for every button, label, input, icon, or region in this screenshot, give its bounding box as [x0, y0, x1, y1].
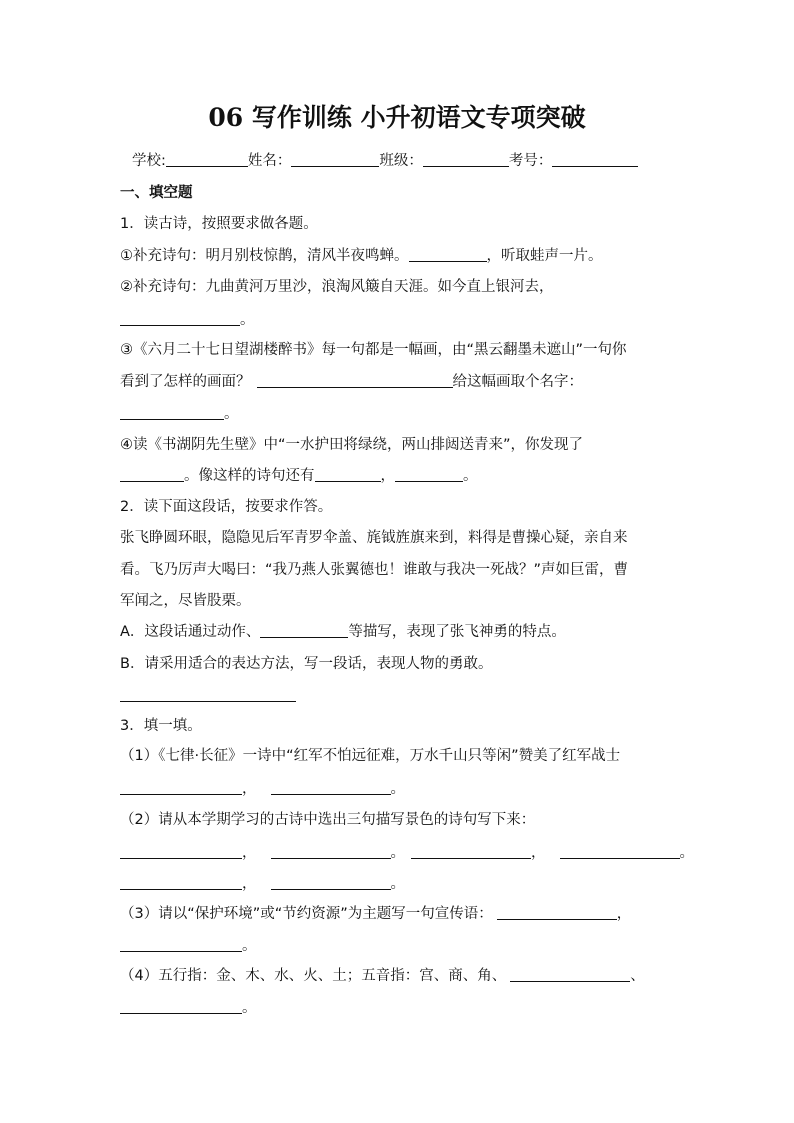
q1-stem: 1．读古诗，按照要求做各题。	[120, 216, 318, 232]
q2-b-answer	[120, 686, 296, 706]
q3-stem: 3．填一填。	[120, 718, 202, 734]
q3-s4-end: 。	[242, 1000, 257, 1016]
q3-s2-answer-line-2	[120, 874, 405, 894]
q3-s1-blank-2[interactable]	[271, 779, 391, 795]
q3-s2-blank-5[interactable]	[120, 874, 242, 890]
q2-passage-line-2: 看。飞乃厉声大喝曰：“我乃燕人张翼德也！谁敢与我决一死战？”声如巨雷，曹	[120, 562, 629, 578]
q3-s3-end: 。	[242, 938, 257, 954]
name-label: 姓名：	[247, 153, 292, 169]
q1-d-mid: 。像这样的诗句还有	[184, 468, 315, 484]
q1-a-text-end: ，听取蛙声一片。	[486, 248, 603, 264]
q1-c-blank-name[interactable]	[120, 404, 224, 420]
q2-a-blank[interactable]	[260, 622, 348, 638]
q1-c-end: 。	[224, 406, 239, 422]
section-heading: 一、填空题	[120, 185, 193, 201]
q3-s2-comma-2: ，	[531, 845, 546, 861]
q3-s1-comma: ，	[242, 781, 257, 797]
q3-s4-sep: 、	[630, 968, 645, 984]
q3-s1: （1）《七律·长征》一诗中“红军不怕远征难，万水千山只等闲”赞美了红军战士	[120, 748, 621, 764]
student-info-line	[132, 151, 638, 171]
q3-s3	[120, 904, 631, 924]
q1-d-blank-3[interactable]	[395, 466, 463, 482]
q1-a-blank[interactable]	[409, 246, 487, 262]
q1-c: ③《六月二十七日望湖楼醉书》每一句都是一幅画，由“黑云翻墨未遮山”一句你	[120, 342, 627, 358]
q3-s4	[120, 966, 645, 986]
q1-a	[120, 246, 603, 266]
q3-s2-period-2: 。	[679, 845, 694, 861]
q3-s2-blank-4[interactable]	[560, 843, 680, 859]
q1-d-line2	[120, 466, 478, 486]
q3-s1-answer	[120, 779, 405, 799]
q2-a	[120, 622, 566, 642]
q1-b-end: 。	[240, 312, 255, 328]
q1-b: ②补充诗句：九曲黄河万里沙，浪淘风簸自天涯。如今直上银河去，	[120, 279, 554, 295]
q3-s2-blank-3[interactable]	[411, 843, 531, 859]
q3-s2-period-1: 。	[390, 845, 405, 861]
school-label: 学校:	[132, 153, 166, 169]
q1-d-end: 。	[463, 468, 478, 484]
q3-s2-comma-1: ，	[242, 845, 257, 861]
number-label: 考号：	[508, 153, 553, 169]
q1-a-text: ①补充诗句：明月别枝惊鹊，清风半夜鸣蝉。	[120, 248, 409, 264]
q3-s4-blank-2[interactable]	[120, 998, 242, 1014]
q1-c-line2	[120, 372, 583, 392]
q1-c-answer	[120, 404, 239, 424]
name-blank[interactable]	[291, 151, 379, 167]
q1-b-answer	[120, 310, 255, 330]
q3-s1-end: 。	[390, 781, 405, 797]
number-blank[interactable]	[552, 151, 638, 167]
q3-s1-blank-1[interactable]	[120, 779, 242, 795]
q1-c-naming: 给这幅画取个名字：	[452, 374, 583, 390]
q3-s3-text: （3）请以“保护环境”或“节约资源”为主题写一句宣传语：	[120, 906, 493, 922]
q3-s4-text: （4）五行指：金、木、水、火、土；五音指：宫、商、角、	[120, 968, 507, 984]
q1-d-blank-1[interactable]	[120, 466, 184, 482]
q2-passage-line-1: 张飞睁圆环眼，隐隐见后军青罗伞盖、旄钺旌旗来到，料得是曹操心疑，亲自来	[120, 530, 628, 546]
class-label: 班级：	[379, 153, 423, 169]
q1-b-blank[interactable]	[120, 310, 240, 326]
q3-s2-blank-1[interactable]	[120, 843, 242, 859]
q3-s4-blank-1[interactable]	[510, 966, 630, 982]
q1-c-question: 看到了怎样的画面？	[120, 374, 251, 390]
school-blank[interactable]	[166, 151, 248, 167]
q2-stem: 2．读下面这段话，按要求作答。	[120, 499, 333, 515]
q1-d: ④读《书湖阴先生壁》中“一水护田将绿绕，两山排闼送青来”，你发现了	[120, 437, 584, 453]
q1-c-blank-scene[interactable]	[257, 372, 453, 388]
q2-b: B．请采用适合的表达方法，写一段话，表现人物的勇敢。	[120, 656, 493, 672]
q1-d-blank-2[interactable]	[315, 466, 381, 482]
q3-s2: （2）请从本学期学习的古诗中选出三句描写景色的诗句写下来：	[120, 812, 536, 828]
q3-s2-comma-3: ，	[242, 876, 257, 892]
q3-s4-answer	[120, 998, 257, 1018]
q3-s3-blank-2[interactable]	[120, 936, 242, 952]
q3-s2-blank-2[interactable]	[271, 843, 391, 859]
q3-s3-blank-1[interactable]	[497, 904, 617, 920]
q2-a-text: A．这段话通过动作、	[120, 624, 261, 640]
q2-a-text-end: 等描写，表现了张飞神勇的特点。	[348, 624, 566, 640]
q1-d-comma: ，	[380, 468, 395, 484]
q3-s2-blank-6[interactable]	[271, 874, 391, 890]
q3-s2-answer-line-1	[120, 843, 694, 863]
q3-s3-answer	[120, 936, 257, 956]
q3-s3-comma: ，	[616, 906, 632, 922]
q2-b-blank[interactable]	[120, 686, 296, 702]
class-blank[interactable]	[423, 151, 509, 167]
q3-s2-period-3: 。	[390, 876, 405, 892]
q2-passage-line-3: 军闻之，尽皆股栗。	[120, 593, 251, 609]
page-title: 06 写作训练 小升初语文专项突破	[208, 103, 586, 132]
